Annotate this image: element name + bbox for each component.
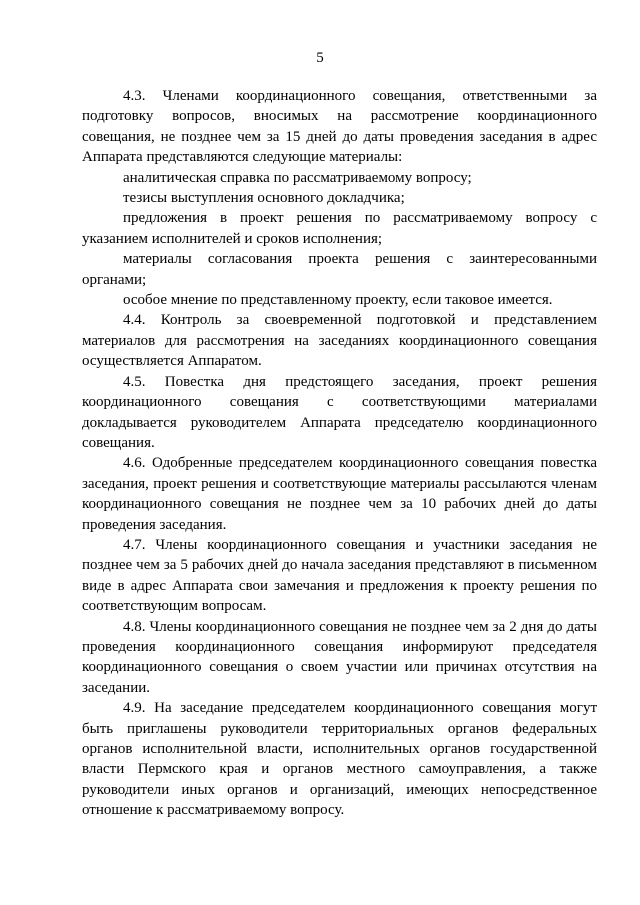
list-item-approval-materials: материалы согласования проекта решения с заинтересованными органами;	[82, 251, 597, 288]
paragraph-4-8: 4.8. Члены координационного совещания не позднее чем за 2 дня до даты проведения координационного совещания информируют председателя координационного совещания о своем участии или причинах отсутствия на заседании.	[82, 618, 597, 696]
list-item-speech-theses: тезисы выступления основного докладчика;	[123, 190, 405, 207]
body-text	[82, 86, 597, 821]
list-item-analytical-note: аналитическая справка по рассматриваемому вопросу;	[123, 169, 472, 186]
paragraph-4-4: 4.4. Контроль за своевременной подготовкой и представлением материалов для рассмотрения на заседаниях координационного совещания осуществляется Аппаратом.	[82, 312, 597, 370]
paragraph-4-9: 4.9. На заседание председателем координационного совещания могут быть приглашены руководители территориальных органов федеральных органов исполнительной власти, исполнительных органов государственной власти Пермского края и органов местного самоуправления, а также руководители иных органов и организаций, имеющих непосредственное отношение к рассматриваемому вопросу.	[82, 700, 597, 819]
list-item-proposals: предложения в проект решения по рассматриваемому вопросу с указанием исполнителей и сроков исполнения;	[82, 210, 597, 247]
page-number: 5	[316, 50, 324, 66]
paragraph-4-5: 4.5. Повестка дня предстоящего заседания, проект решения координационного совещания с соответствующими материалами докладывается руководителем Аппарата председателю координационного совещания.	[82, 373, 597, 451]
paragraph-4-6: 4.6. Одобренные председателем координационного совещания повестка заседания, проект решения и соответствующие материалы рассылаются членам координационного совещания не позднее чем за 10 рабочих дней до даты проведения заседания.	[82, 455, 597, 533]
paragraph-4-7: 4.7. Члены координационного совещания и участники заседания не позднее чем за 5 рабочих дней до начала заседания представляют в письменном виде в адрес Аппарата свои замечания и предложения к проекту решения по соответствующим вопросам.	[82, 536, 597, 615]
paragraph-4-3: 4.3. Членами координационного совещания, ответственными за подготовку вопросов, вносимых на рассмотрение координационного совещания, не позднее чем за 15 дней до даты проведения заседания в адрес Аппарата представляются следующие материалы:	[82, 88, 597, 166]
list-item-special-opinion: особое мнение по представленному проекту, если таковое имеется.	[123, 292, 553, 309]
